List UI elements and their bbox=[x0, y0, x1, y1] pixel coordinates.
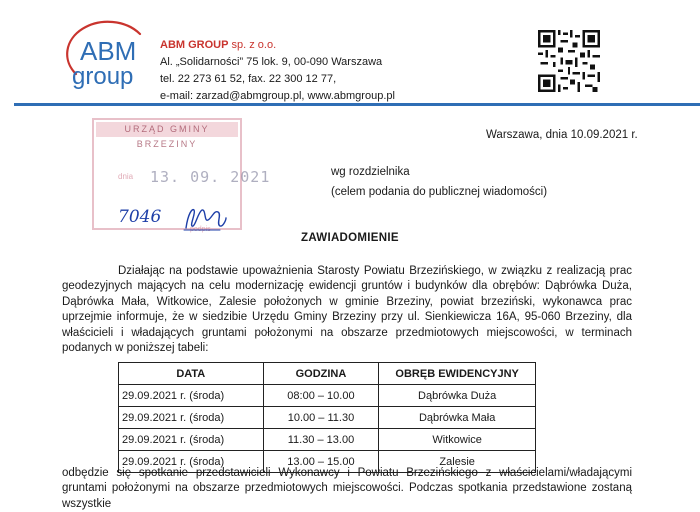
document-title: ZAWIADOMIENIE bbox=[301, 232, 399, 244]
stamp-date: 13. 09. 2021 bbox=[150, 168, 271, 186]
stamp-label: dnia bbox=[118, 172, 134, 181]
table-row bbox=[119, 407, 536, 429]
cell-hour: 10.00 – 11.30 bbox=[263, 407, 379, 429]
company-info bbox=[160, 37, 395, 105]
cell-date: 29.09.2021 r. (środa) bbox=[119, 429, 264, 451]
recipient-note: (celem podania do publicznej wiadomości) bbox=[331, 186, 548, 198]
qr-code bbox=[538, 30, 600, 92]
table-row bbox=[119, 385, 536, 407]
cell-precinct: Zalesie bbox=[379, 451, 536, 473]
closing-paragraph: odbędzie się spotkanie przedstawicieli Wykonawcy i Powiatu Brzezińskiego z właścicielami/władającymi gruntami położonymi na obszarze przedmiotowych miejscowości. Podczas spotkania przedstawione zostaną wszystkie bbox=[62, 467, 632, 510]
company-contact: e-mail: zarzad@abmgroup.pl, www.abmgroup.pl bbox=[160, 90, 395, 102]
cell-precinct: Witkowice bbox=[379, 429, 536, 451]
cell-precinct: Dąbrówka Mała bbox=[379, 407, 536, 429]
cell-hour: 11.30 – 13.00 bbox=[263, 429, 379, 451]
logo-line1: ABM bbox=[80, 36, 137, 66]
schedule-table bbox=[118, 362, 536, 473]
cell-hour: 08:00 – 10.00 bbox=[263, 385, 379, 407]
column-header-hour: GODZINA bbox=[263, 363, 379, 385]
body-text: Działając na podstawie upoważnienia Starosty Powiatu Brzezińskiego, w związku z realizacją prac geodezyjnych mających na celu modernizację ewidencji gruntów i budynków dla obrębów: Dąbrówka Duża, Dąbrówka Mała, Witkowice, Zalesie położonych w gminie Brzeziny, powiat brzeziński, wykonawca prac uprzejmie informuje, że w siedzibie Urzędu Gminy Brzeziny przy ul. Sienkiewicza 16A, 95-060 Brzeziny, dla właścicieli i władających gruntami położonymi na obszarze przedmiotowych miejscowości, w terminach podanych w poniższej tabeli: bbox=[62, 265, 632, 355]
column-header-date: DATA bbox=[119, 363, 264, 385]
cell-hour: 13.00 – 15.00 bbox=[263, 451, 379, 473]
handwritten-number: 7046 bbox=[118, 207, 162, 227]
header-divider bbox=[14, 103, 700, 106]
body-paragraph bbox=[62, 264, 632, 356]
company-name: ABM GROUP bbox=[160, 39, 229, 51]
table-header-row bbox=[119, 363, 536, 385]
cell-date: 29.09.2021 r. (środa) bbox=[119, 385, 264, 407]
company-phones: tel. 22 273 61 52, fax. 22 300 12 77, bbox=[160, 73, 337, 85]
signature-mark bbox=[180, 204, 228, 234]
abm-group-logo bbox=[66, 24, 156, 90]
place-and-date: Warszawa, dnia 10.09.2021 r. bbox=[486, 129, 638, 141]
cell-date: 29.09.2021 r. (środa) bbox=[119, 451, 264, 473]
logo-line2: group bbox=[72, 63, 134, 90]
recipient: wg rozdzielnika bbox=[331, 166, 410, 178]
column-header-precinct: OBRĘB EWIDENCYJNY bbox=[379, 363, 536, 385]
company-suffix: sp. z o.o. bbox=[228, 39, 277, 51]
table-row bbox=[119, 429, 536, 451]
company-name-line bbox=[160, 37, 395, 54]
stamp-header: URZĄD GMINY BRZEZINY bbox=[96, 122, 238, 137]
cell-precinct: Dąbrówka Duża bbox=[379, 385, 536, 407]
stamp-label-signature: podpis bbox=[190, 226, 211, 233]
company-address: Al. „Solidarności” 75 lok. 9, 00-090 Warszawa bbox=[160, 56, 383, 68]
cell-date: 29.09.2021 r. (środa) bbox=[119, 407, 264, 429]
